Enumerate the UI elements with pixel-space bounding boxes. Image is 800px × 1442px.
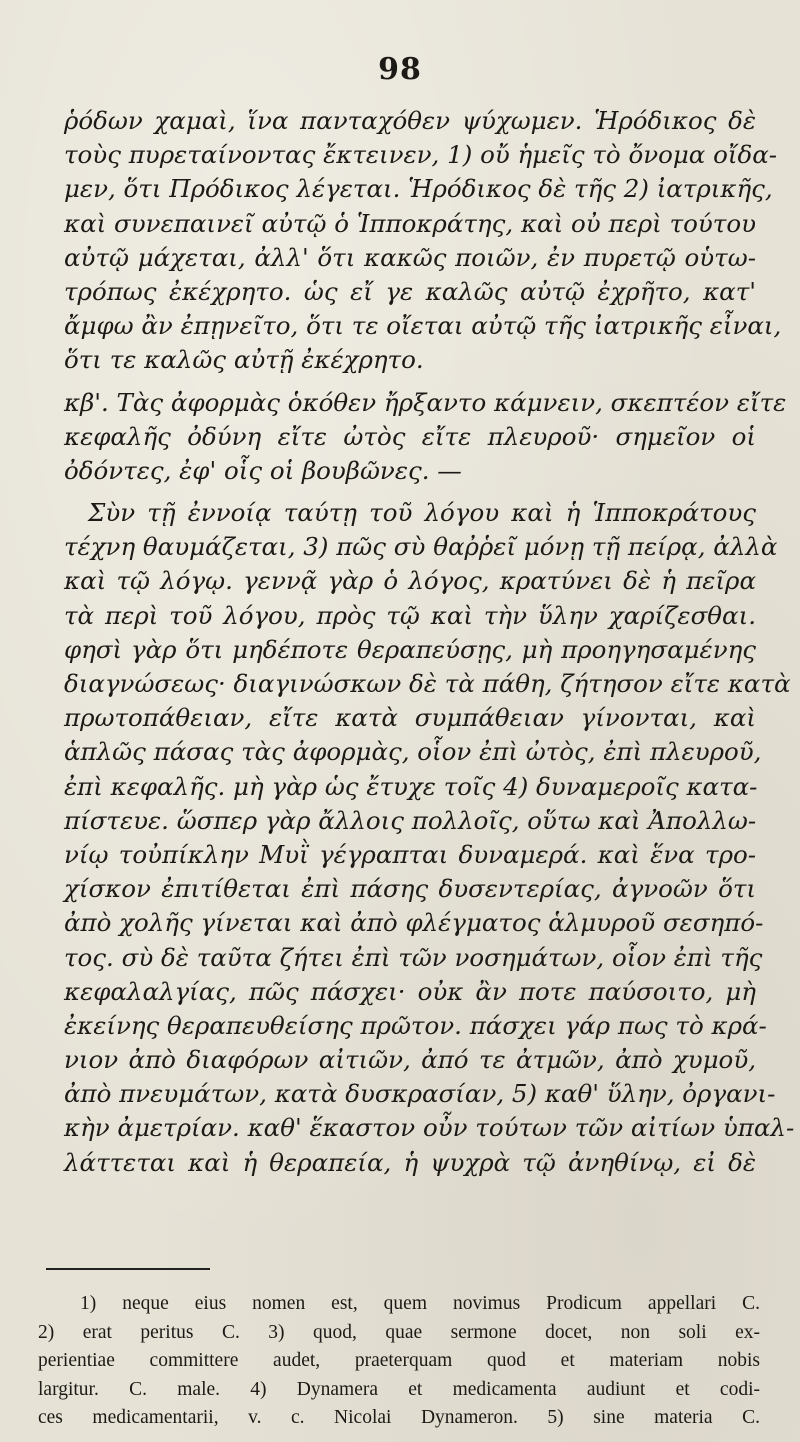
- paragraph-gap: [64, 378, 756, 386]
- text-line: τὰ περὶ τοῦ λόγου, πρὸς τῷ καὶ τὴν ὕλην χαρίζεσθαι.: [64, 600, 756, 630]
- text-line: νίῳ τοὐπίκλην Μυῒ γέγραπται δυναμερά. καὶ ἕνα τρο-: [64, 839, 756, 869]
- text-line: κβ'. Τὰς ἀφορμὰς ὁκόθεν ἤρξαντο κάμνειν, σκεπτέον εἴτε: [64, 387, 787, 417]
- footnote-line: 2) erat peritus C. 3) quod, quae sermone docet, non soli ex-: [38, 1321, 760, 1343]
- page-number: 98: [378, 52, 422, 87]
- text-line: καὶ τῷ λόγῳ. γεννᾷ γὰρ ὁ λόγος, κρατύνει δὲ ἡ πεῖρα: [64, 566, 756, 596]
- footnote-line: largitur. C. male. 4) Dynamera et medicamenta audiunt et codi-: [38, 1378, 760, 1400]
- footnotes: [38, 1290, 760, 1433]
- text-line: φησὶ γὰρ ὅτι μηδέποτε θεραπεύσῃς, μὴ προηγησαμένης: [64, 634, 756, 664]
- text-line: τρόπως ἐκέχρητο. ὡς εἴ γε καλῶς αὐτῷ ἐχρῆτο, κατ': [64, 276, 756, 306]
- paragraph-gap: [64, 488, 756, 496]
- text-line: νιον ἀπὸ διαφόρων αἰτιῶν, ἀπό τε ἀτμῶν, ἀπὸ χυμοῦ,: [64, 1045, 756, 1075]
- text-line: λάττεται καὶ ἡ θεραπεία, ἡ ψυχρὰ τῷ ἀνηθίνῳ, εἰ δὲ: [64, 1147, 756, 1177]
- text-line: πίστευε. ὥσπερ γὰρ ἄλλοις πολλοῖς, οὕτω καὶ Ἀπολλω-: [64, 805, 757, 835]
- text-line: καὶ συνεπαινεῖ αὐτῷ ὁ Ἱπποκράτης, καὶ οὐ περὶ τούτου: [64, 208, 756, 238]
- text-line: Σὺν τῇ ἐννοίᾳ ταύτῃ τοῦ λόγου καὶ ἡ Ἱπποκράτους: [88, 498, 756, 528]
- text-line: ὀδόντες, ἐφ' οἷς οἱ βουβῶνες. —: [64, 455, 462, 485]
- greek-body-text: [64, 104, 795, 1180]
- text-line: ἀπὸ χολῆς γίνεται καὶ ἀπὸ φλέγματος ἁλμυροῦ σεσηπό-: [64, 908, 764, 938]
- text-line: ῥόδων χαμαὶ, ἵνα πανταχόθεν ψύχωμεν. Ἡρόδικος δὲ: [64, 106, 756, 135]
- text-line: τος. σὺ δὲ ταῦτα ζήτει ἐπὶ τῶν νοσημάτων, οἷον ἐπὶ τῆς: [64, 942, 763, 972]
- text-line: τέχνη θαυμάζεται, 3) πῶς σὺ θαῤῥεῖ μόνῃ τῇ πείρᾳ, ἀλλὰ: [64, 532, 778, 562]
- text-line: κεφαλῆς ὀδύνη εἴτε ὠτὸς εἴτε πλευροῦ· σημεῖον οἱ: [64, 421, 756, 451]
- footnote-line: ces medicamentarii, v. c. Nicolai Dynameron. 5) sine materia C.: [38, 1407, 760, 1429]
- text-line: κεφαλαλγίας, πῶς πάσχει· οὐκ ἂν ποτε παύσοιτο, μὴ: [64, 976, 756, 1006]
- text-line: διαγνώσεως· διαγινώσκων δὲ τὰ πάθη, ζήτησον εἴτε κατὰ: [64, 669, 791, 698]
- text-line: ἄμφω ἂν ἐπῃνεῖτο, ὅτι τε οἴεται αὐτῷ τῆς ἰατρικῆς εἶναι,: [64, 311, 782, 341]
- text-line: χίσκον ἐπιτίθεται ἐπὶ πάσης δυσεντερίας, ἀγνοῶν ὅτι: [64, 874, 756, 904]
- text-line: ἀπὸ πνευμάτων, κατὰ δυσκρασίαν, 5) καθ' ὕλην, ὀργανι-: [64, 1079, 776, 1109]
- text-line: ὅτι τε καλῶς αὐτῇ ἐκέχρητο.: [64, 345, 424, 375]
- text-line: τοὺς πυρεταίνοντας ἔκτεινεν, 1) οὔ ἡμεῖς τὸ ὄνομα οἴδα-: [64, 140, 778, 170]
- text-line: ἐπὶ κεφαλῆς. μὴ γὰρ ὡς ἔτυχε τοῖς 4) δυναμεροῖς κατα-: [64, 771, 758, 801]
- footnote-line: 1) neque eius nomen est, quem novimus Prodicum appellari C.: [80, 1293, 760, 1314]
- text-line: ἐκείνης θεραπευθείσης πρῶτον. πάσχει γάρ πως τὸ κρά-: [64, 1010, 767, 1040]
- text-line: μεν, ὅτι Πρόδικος λέγεται. Ἡρόδικος δὲ τῆς 2) ἰατρικῆς,: [64, 174, 773, 204]
- text-line: πρωτοπάθειαν, εἴτε κατὰ συμπάθειαν γίνονται, καὶ: [64, 703, 756, 733]
- footnote-rule: [46, 1268, 210, 1270]
- text-line: αὐτῷ μάχεται, ἀλλ' ὅτι κακῶς ποιῶν, ἐν πυρετῷ οὑτω-: [64, 242, 756, 272]
- text-line: ἁπλῶς πάσας τὰς ἀφορμὰς, οἷον ἐπὶ ὠτὸς, ἐπὶ πλευροῦ,: [64, 737, 762, 767]
- text-line: κὴν ἀμετρίαν. καθ' ἕκαστον οὖν τούτων τῶν αἰτίων ὑπαλ-: [64, 1113, 795, 1143]
- footnote-line: perientiae committere audet, praeterquam quod et materiam nobis: [38, 1350, 760, 1372]
